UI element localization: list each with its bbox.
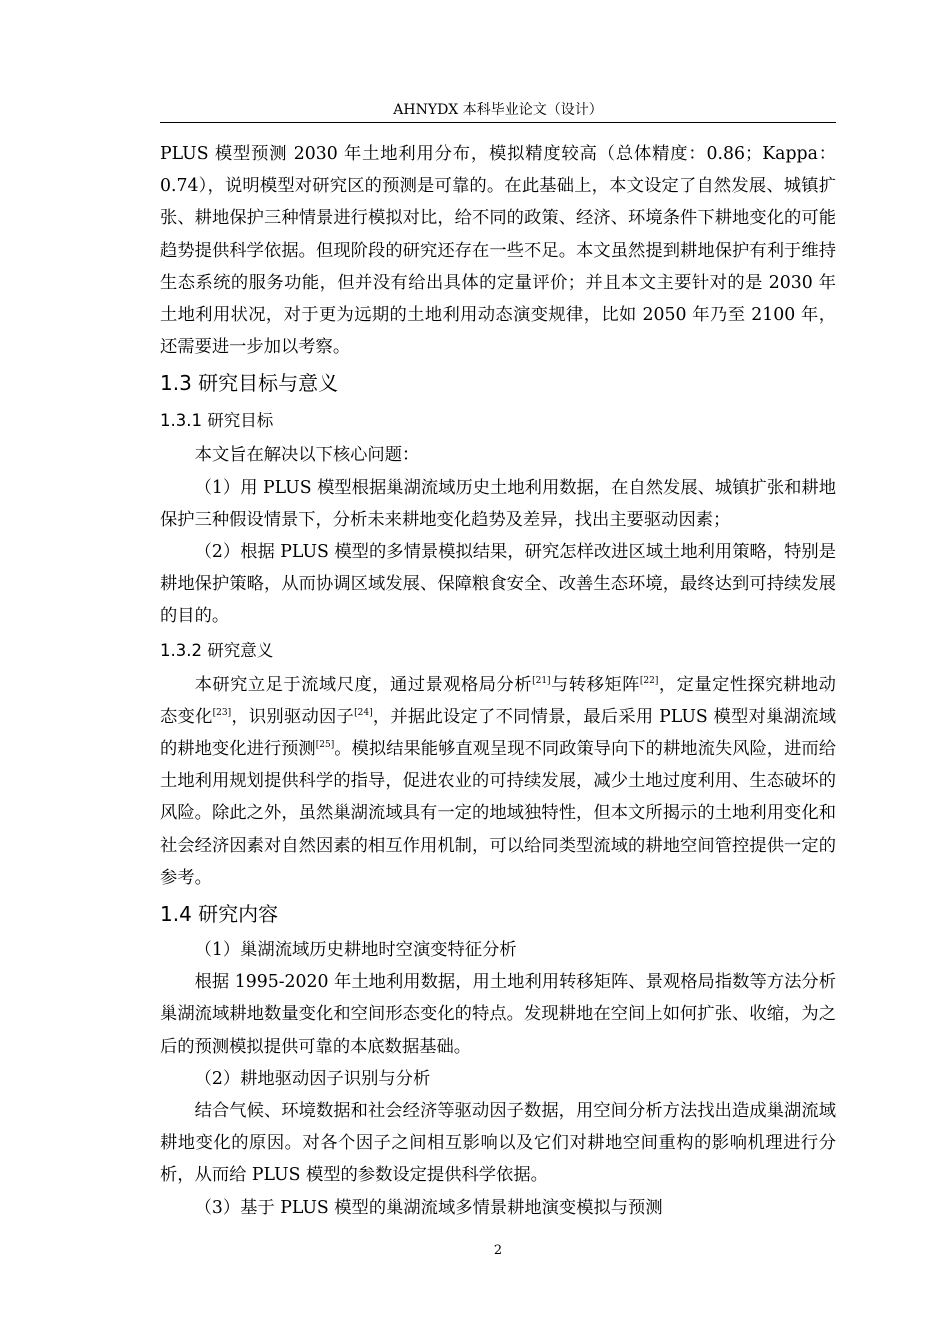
content-item-body-2: 结合气候、环境数据和社会经济等驱动因子数据，用空间分析方法找出造成巢湖流域耕地变化的原因。对各个因子之间相互影响以及它们对耕地空间重构的影响机理进行分析，从而给 PLUS 模型的参数设定提供科学依据。 (160, 1101, 836, 1186)
significance-text: 与转移矩阵 (550, 674, 640, 695)
subsection-heading-1-3-2: 1.3.2 研究意义 (160, 640, 274, 660)
subsection-heading-1-3-1: 1.3.1 研究目标 (160, 411, 274, 431)
citation-ref: [24] (354, 707, 373, 718)
citation-ref: [22] (639, 675, 659, 686)
citation-ref: [21] (532, 675, 551, 686)
citation-ref: [23] (212, 707, 232, 718)
section-heading-1-4: 1.4 研究内容 (160, 902, 279, 927)
content-item-title-3: （3）基于 PLUS 模型的巢湖流域多情景耕地演变模拟与预测 (194, 1197, 663, 1218)
running-header: AHNYDX 本科毕业论文（设计） (393, 102, 603, 118)
significance-text: ，并据此设定了不同情景，最后采用 PLUS 模型对巢湖流域的耕地变化进行预测 (160, 706, 836, 760)
significance-paragraph (160, 669, 836, 894)
significance-text: 本研究立足于流域尺度，通过景观格局分析 (194, 674, 533, 695)
intro-paragraph: PLUS 模型预测 2030 年土地利用分布，模拟精度较高（总体精度：0.86；Kappa：0.74），说明模型对研究区的预测是可靠的。在此基础上，本文设定了自然发展、城镇扩张、耕地保护三种情景进行模拟对比，给不同的政策、经济、环境条件下耕地变化的可能趋势提供科学依据。但现阶段的研究还存在一些不足。本文虽然提到耕地保护有利于维持生态系统的服务功能，但并没有给出具体的定量评价；并且本文主要针对的是 2030 年土地利用状况，对于更为远期的土地利用动态演变规律，比如 2050 年乃至 2100 年，还需要进一步加以考察。 (160, 144, 836, 358)
significance-text: 。模拟结果能够直观呈现不同政策导向下的耕地流失风险，进而给土地利用规划提供科学的指导，促进农业的可持续发展，减少土地过度利用、生态破坏的风险。除此之外，虽然巢湖流域具有一定的地域独特性，但本文所揭示的土地利用变化和社会经济因素对自然因素的相互作用机制，可以给同类型流域的耕地空间管控提供一定的参考。 (160, 739, 836, 888)
page-number: 2 (493, 1243, 503, 1258)
header-rule (160, 122, 836, 123)
citation-ref: [25] (315, 740, 335, 751)
page-body (160, 138, 836, 1224)
objective-lead: 本文旨在解决以下核心问题： (194, 445, 420, 466)
objective-item-2: （2）根据 PLUS 模型的多情景模拟结果，研究怎样改进区域土地利用策略，特别是耕地保护策略，从而协调区域发展、保障粮食安全、改善生态环境，最终达到可持续发展的目的。 (160, 542, 836, 627)
section-heading-1-3: 1.3 研究目标与意义 (160, 371, 339, 396)
significance-text: ，定量定性探究耕地动态变化 (160, 674, 836, 727)
objective-item-1: （1）用 PLUS 模型根据巢湖流域历史土地利用数据，在自然发展、城镇扩张和耕地保护三种假设情景下，分析未来耕地变化趋势及差异，找出主要驱动因素； (160, 477, 836, 530)
content-item-title-2: （2）耕地驱动因子识别与分析 (194, 1068, 431, 1089)
content-item-body-1: 根据 1995-2020 年土地利用数据，用土地利用转移矩阵、景观格局指数等方法分析巢湖流域耕地数量变化和空间形态变化的特点。发现耕地在空间上如何扩张、收缩，为之后的预测模拟提供可靠的本底数据基础。 (160, 972, 836, 1057)
content-item-title-1: （1）巢湖流域历史耕地时空演变特征分析 (194, 940, 517, 961)
significance-text: ，识别驱动因子 (231, 706, 355, 727)
